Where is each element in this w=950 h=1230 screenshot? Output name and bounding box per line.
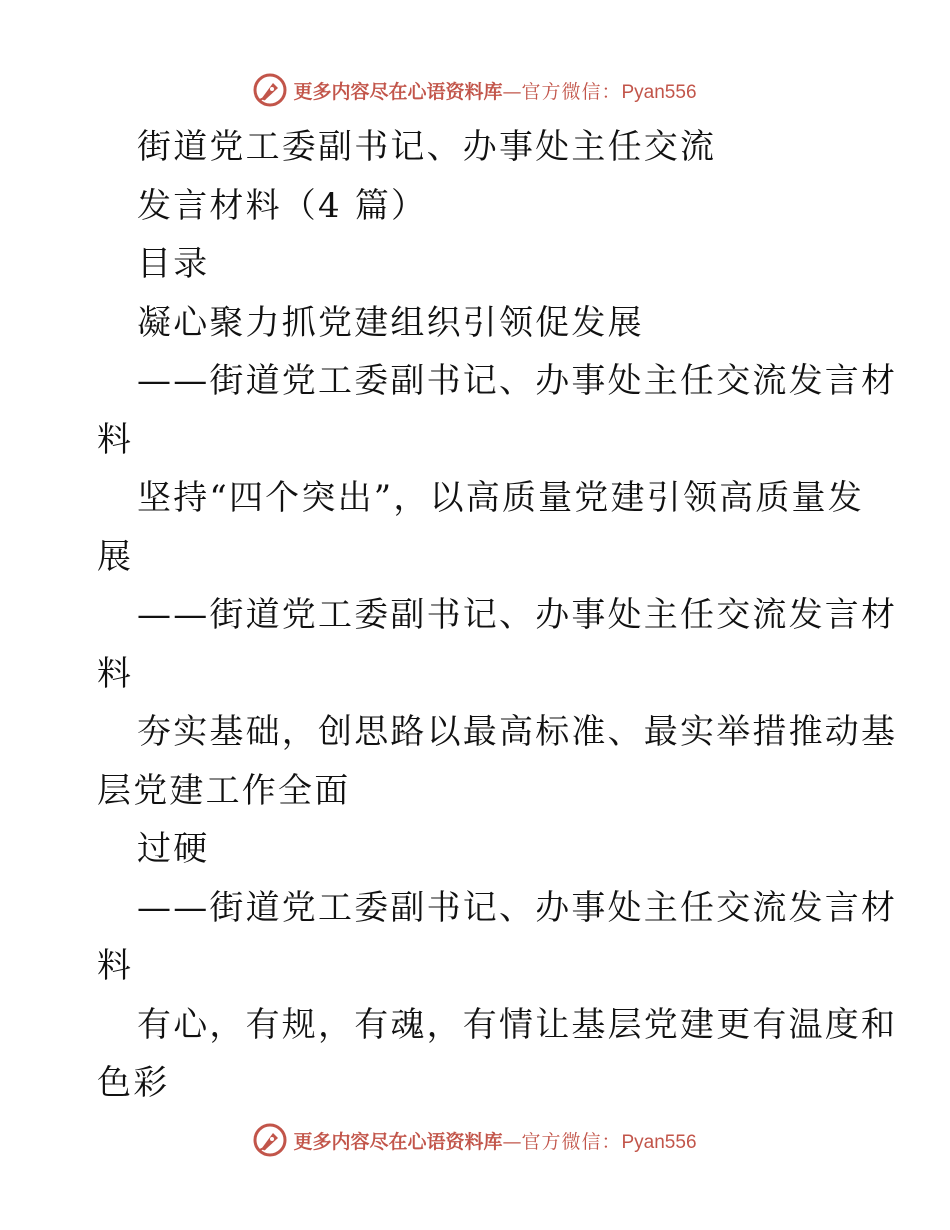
toc-item-3-title-wrap: 层党建工作全面 xyxy=(97,770,351,811)
banner-wechat-id: Pyan556 xyxy=(621,81,697,103)
document-body xyxy=(97,118,898,1113)
banner-main-text: 更多内容尽在心语资料库 xyxy=(293,80,503,103)
toc-item-4-title-wrap: 色彩 xyxy=(97,1063,170,1103)
toc-item-3-title-cont: 过硬 xyxy=(137,829,210,869)
toc-item-1-title: 凝心聚力抓党建组织引领促发展 xyxy=(137,302,644,343)
banner-wechat-label: 官方微信： xyxy=(521,80,622,103)
pen-nib-logo-icon xyxy=(253,73,287,107)
header-watermark-banner xyxy=(0,70,950,110)
footer-watermark-banner xyxy=(0,1120,950,1160)
toc-item-3-subtitle: ——街道党工委副书记、办事处主任交流发言材 xyxy=(137,887,898,928)
doc-title-line-1: 街道党工委副书记、办事处主任交流 xyxy=(137,127,717,167)
toc-item-2-subtitle-wrap: 料 xyxy=(97,653,134,694)
toc-item-1-subtitle-wrap: 料 xyxy=(97,419,134,460)
toc-item-3-subtitle-wrap: 料 xyxy=(97,946,134,986)
toc-item-3-title: 夯实基础，创思路以最高标准、最实举措推动基 xyxy=(137,712,898,752)
toc-item-2-title: 坚持“四个突出”，以高质量党建引领高质量发 xyxy=(137,478,864,518)
toc-item-4-title: 有心，有规，有魂，有情让基层党建更有温度和 xyxy=(137,1004,898,1045)
toc-item-2-title-wrap: 展 xyxy=(97,536,134,577)
banner-wechat-label: 官方微信： xyxy=(521,1130,622,1153)
banner-separator: — xyxy=(502,80,522,103)
doc-title-line-2: 发言材料（4 篇） xyxy=(137,185,428,226)
banner-main-text: 更多内容尽在心语资料库 xyxy=(293,1130,503,1153)
pen-nib-logo-icon xyxy=(253,1123,287,1157)
banner-wechat-id: Pyan556 xyxy=(621,1131,697,1153)
banner-separator: — xyxy=(502,1130,522,1153)
toc-item-1-subtitle: ——街道党工委副书记、办事处主任交流发言材 xyxy=(137,361,898,401)
toc-item-2-subtitle: ——街道党工委副书记、办事处主任交流发言材 xyxy=(137,595,898,635)
toc-heading: 目录 xyxy=(137,244,210,284)
